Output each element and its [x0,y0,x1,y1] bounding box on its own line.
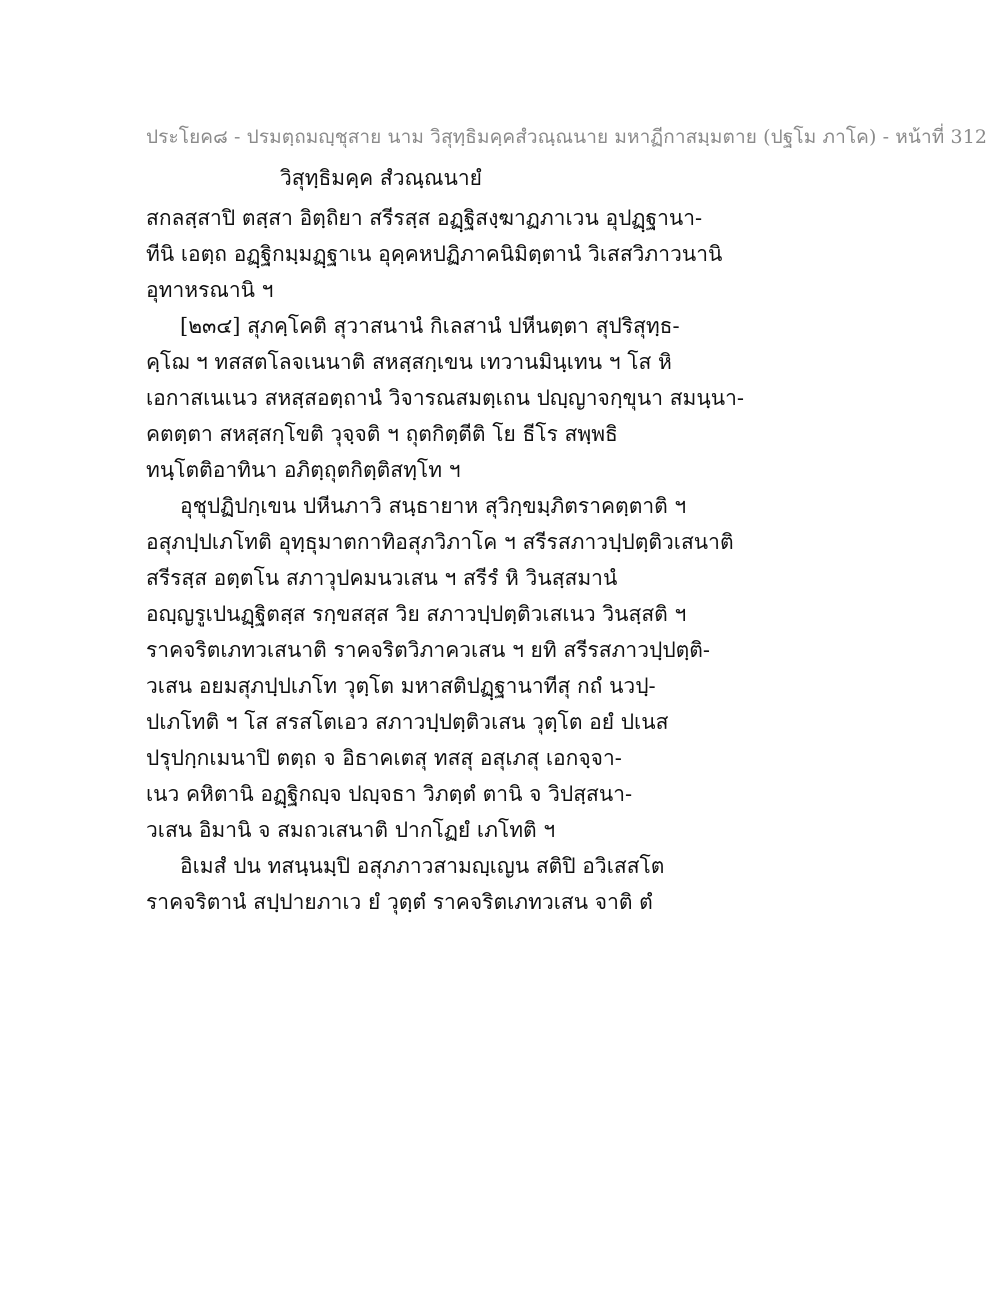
text-line: อุทาหรณานิ ฯ [146,278,274,302]
text-line: ทนฺโตติอาทินา อภิตฺถุตกิตฺติสทฺโท ฯ [146,458,461,482]
section-title: วิสุทฺธิมคฺค สํวณฺณนายํ [280,166,482,190]
paragraph-start-line: อุชุปฏิปกฺเขน ปหีนภาวิ สนฺธายาห สุวิกฺขมฺภิตราคตฺตาติ ฯ [180,494,687,518]
text-line: สกลสฺสาปิ ตสฺสา อิตฺถิยา สรีรสฺส อฏฺฐิสงฺฆาฏภาเวน อุปฏฺฐานา- [146,206,703,230]
text-line: ราคจริตานํ สปฺปายภาเว ยํ วุตฺตํ ราคจริตเภทวเสน จาติ ตํ [146,890,653,914]
text-line: คฺโฌ ฯ ทสสตโลจเนนาติ สหสฺสกฺเขน เทวานมินฺเทน ฯ โส หิ [146,350,672,374]
text-line: วเสน อิมานิ จ สมถวเสนาติ ปากโฏยํ เภโทติ ฯ [146,818,556,842]
text-line: ทีนิ เอตฺถ อฏฺฐิกมฺมฏฺฐาเน อุคฺคหปฏิภาคนิมิตฺตานํ วิเสสวิภาวนานิ [146,242,723,266]
paragraph-start-line: [๒๓๔] สุภคฺโคติ สุวาสนานํ กิเลสานํ ปหีนตฺตา สุปริสุทฺธ- [180,314,680,338]
text-line: เอกาสเนเนว สหสฺสอตฺถานํ วิจารณสมตฺเถน ปญฺญาจกฺขุนา สมนฺนา- [146,386,744,410]
text-line: ปเภโทติ ฯ โส สรสโตเอว สภาวปฺปตฺติวเสน วุตฺโต อยํ ปเนส [146,710,669,734]
text-line: คตตฺตา สหสฺสกฺโขติ วุจฺจติ ฯ ถุตกิตฺตีติ โย ธีโร สพฺพธิ [146,422,618,446]
paragraph-start-line: อิเมสํ ปน ทสนฺนมฺปิ อสุภภาวสามญฺเญน สติปิ อวิเสสโต [180,854,665,878]
text-line: วเสน อยมสุภปฺปเภโท วุตฺโต มหาสติปฏฺฐานาทีสุ กถํ นวปฺ- [146,674,656,698]
text-line: สรีรสฺส อตฺตโน สภาวุปคมนวเสน ฯ สรีรํ หิ วินสฺสมานํ [146,566,618,590]
running-header: ประโยค๘ - ปรมตฺถมญฺชุสาย นาม วิสุทฺธิมคฺคสํวณฺณนาย มหาฏีกาสมฺมตาย (ปฐโม ภาโค) - หน้าที่ 312 [146,126,988,148]
text-line: ราคจริตเภทวเสนาติ ราคจริตวิภาควเสน ฯ ยทิ สรีรสภาวปฺปตฺติ- [146,638,711,662]
body-text [146,200,744,920]
text-line: ปรุปกฺกเมนาปิ ตตฺถ จ อิธาคเตสุ ทสสุ อสุเภสุ เอกจฺจา- [146,746,622,770]
text-line: อสุภปฺปเภโทติ อุทฺธุมาตกาทิอสุภวิภาโค ฯ สรีรสภาวปฺปตฺติวเสนาติ [146,530,734,554]
text-line: อญฺญรูเปนฏฺฐิตสฺส รกฺขสสฺส วิย สภาวปฺปตฺติวเสเนว วินสฺสติ ฯ [146,602,687,626]
text-line: เนว คหิตานิ อฏฺฐิกญฺจ ปญฺจธา วิภตฺตํ ตานิ จ วิปสฺสนา- [146,782,633,806]
